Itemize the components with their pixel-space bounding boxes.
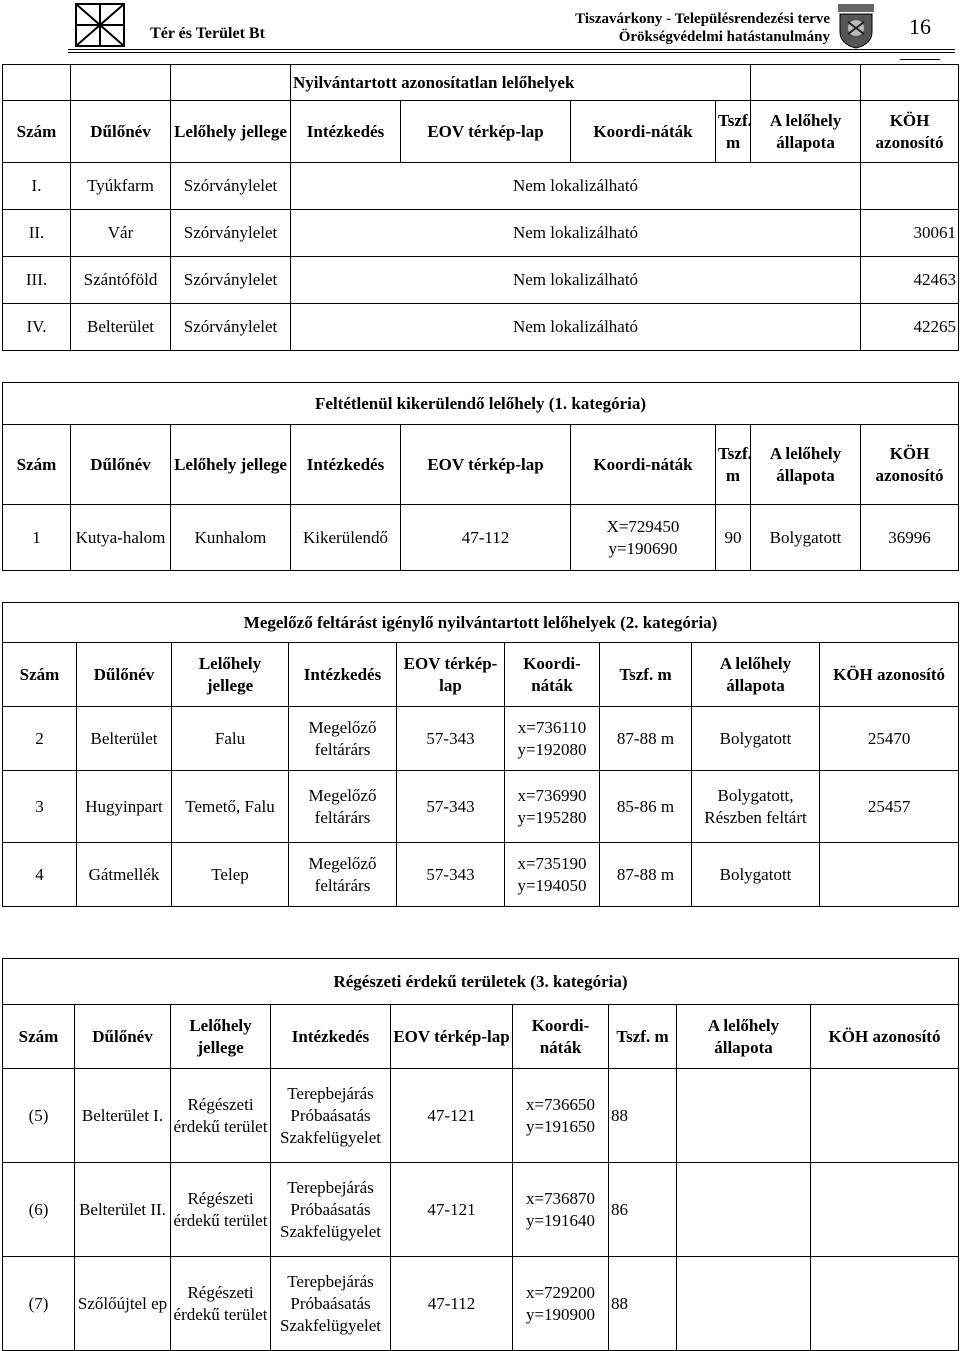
row-number: 2 (3, 707, 77, 771)
table4-header-cell: Intézkedés (271, 1005, 391, 1069)
table-row (3, 1257, 959, 1351)
row-condition: Bolygatott (751, 505, 861, 571)
row-elevation: 85-86 m (600, 771, 692, 843)
table4-header-cell: Dűlőnév (75, 1005, 171, 1069)
row-field-name: Belterület (77, 707, 172, 771)
table2-header-cell: Koordi-náták (571, 425, 716, 505)
row-site-type: Szórványlelet (171, 210, 291, 257)
table-row (3, 843, 959, 907)
row-site-type: Kunhalom (171, 505, 291, 571)
row-koh-id (811, 1163, 959, 1257)
category3-areas-table (2, 958, 959, 1351)
document-title-line1: Tiszavárkony - Településrendezési terve (575, 11, 830, 27)
row-koh-id: 30061 (861, 210, 959, 257)
row-coordinates: x=735190 y=194050 (505, 843, 600, 907)
table3-header-cell: EOV térkép-lap (397, 643, 505, 707)
row-field-name: Belterület II. (75, 1163, 171, 1257)
table3-header-cell: Koordi-náták (505, 643, 600, 707)
coat-of-arms-icon (835, 2, 877, 50)
row-elevation: 88 (609, 1069, 677, 1163)
row-number: III. (3, 257, 71, 304)
table4-header-cell: KÖH azonosító (811, 1005, 959, 1069)
category2-sites-table (2, 602, 959, 907)
row-koh-id (811, 1069, 959, 1163)
row-eov: 47-112 (391, 1257, 513, 1351)
table2-header-cell: Szám (3, 425, 71, 505)
row-condition (677, 1257, 811, 1351)
row-number: 4 (3, 843, 77, 907)
firm-name: Tér és Terület Bt (150, 25, 265, 42)
row-site-type: Régészeti érdekű terület (171, 1163, 271, 1257)
row-number: IV. (3, 304, 71, 351)
row-number: 1 (3, 505, 71, 571)
row-koh-id (820, 843, 959, 907)
row-number: II. (3, 210, 71, 257)
row-field-name: Vár (71, 210, 171, 257)
row-action: Megelőző feltárárs (289, 771, 397, 843)
row-eov: 47-121 (391, 1163, 513, 1257)
table2-header-cell: Tszf. m (716, 425, 751, 505)
page-number (885, 0, 955, 64)
row-koh-id: 25470 (820, 707, 959, 771)
table1-caption: Nyilvántartott azonosítatlan lelőhelyek (291, 65, 751, 101)
row-coordinates: x=736870 y=191640 (513, 1163, 609, 1257)
row-condition (677, 1163, 811, 1257)
row-site-type: Telep (172, 843, 289, 907)
table-row (3, 304, 959, 351)
firm-logo-icon (75, 3, 125, 47)
row-condition: Bolygatott, Részben feltárt (692, 771, 820, 843)
unidentified-sites-table (2, 64, 959, 351)
table-row (3, 257, 959, 304)
table2-header-cell: A lelőhely állapota (751, 425, 861, 505)
table4-header-cell: Lelőhely jellege (171, 1005, 271, 1069)
table-row (3, 1069, 959, 1163)
table3-header-cell: Dűlőnév (77, 643, 172, 707)
document-title (500, 0, 830, 60)
table-row (3, 163, 959, 210)
row-koh-id: 25457 (820, 771, 959, 843)
table4-header-cell: Tszf. m (609, 1005, 677, 1069)
row-condition: Bolygatott (692, 843, 820, 907)
row-coordinates: x=729200 y=190900 (513, 1257, 609, 1351)
row-eov: 57-343 (397, 843, 505, 907)
table3-header-cell: Intézkedés (289, 643, 397, 707)
table-row (3, 1163, 959, 1257)
row-site-type: Szórványlelet (171, 163, 291, 210)
table3-header-cell: Szám (3, 643, 77, 707)
row-field-name: Gátmellék (77, 843, 172, 907)
row-eov: 47-112 (401, 505, 571, 571)
table3-header-cell: A lelőhely állapota (692, 643, 820, 707)
row-action: Megelőző feltárárs (289, 843, 397, 907)
table2-header-cell: Intézkedés (291, 425, 401, 505)
table1-header-cell: Koordi-náták (571, 101, 716, 163)
row-koh-id: 36996 (861, 505, 959, 571)
row-site-type: Temető, Falu (172, 771, 289, 843)
row-note: Nem lokalizálható (291, 163, 861, 210)
row-coordinates: x=736110 y=192080 (505, 707, 600, 771)
row-field-name: Hugyinpart (77, 771, 172, 843)
table3-header-cell: KÖH azonosító (820, 643, 959, 707)
row-field-name: Tyúkfarm (71, 163, 171, 210)
row-note: Nem lokalizálható (291, 257, 861, 304)
row-coordinates: X=729450 y=190690 (571, 505, 716, 571)
row-eov: 57-343 (397, 771, 505, 843)
table-row (3, 771, 959, 843)
row-elevation: 90 (716, 505, 751, 571)
row-coordinates: x=736990 y=195280 (505, 771, 600, 843)
row-elevation: 87-88 m (600, 843, 692, 907)
table3-header-cell: Tszf. m (600, 643, 692, 707)
table1-header-cell: Szám (3, 101, 71, 163)
row-site-type: Falu (172, 707, 289, 771)
row-koh-id: 42265 (861, 304, 959, 351)
row-number: (6) (3, 1163, 75, 1257)
row-elevation: 87-88 m (600, 707, 692, 771)
table3-caption: Megelőző feltárást igénylő nyilvántartott lelőhelyek (2. kategória) (3, 603, 959, 643)
table2-header-cell: Dűlőnév (71, 425, 171, 505)
row-site-type: Régészeti érdekű terület (171, 1257, 271, 1351)
table-row (3, 210, 959, 257)
row-eov: 47-121 (391, 1069, 513, 1163)
row-eov: 57-343 (397, 707, 505, 771)
table1-header-cell: Dűlőnév (71, 101, 171, 163)
row-action: Terepbejárás Próbaásatás Szakfelügyelet (271, 1163, 391, 1257)
row-koh-id: 42463 (861, 257, 959, 304)
row-elevation: 88 (609, 1257, 677, 1351)
table4-header-cell: A lelőhely állapota (677, 1005, 811, 1069)
row-coordinates: x=736650 y=191650 (513, 1069, 609, 1163)
row-field-name: Belterület I. (75, 1069, 171, 1163)
row-field-name: Kutya-halom (71, 505, 171, 571)
table1-header-cell: Lelőhely jellege (171, 101, 291, 163)
table1-header-cell: Intézkedés (291, 101, 401, 163)
row-number: I. (3, 163, 71, 210)
page-header (0, 0, 960, 54)
row-site-type: Szórványlelet (171, 257, 291, 304)
table-row (3, 707, 959, 771)
row-site-type: Régészeti érdekű terület (171, 1069, 271, 1163)
table2-header-cell: KÖH azonosító (861, 425, 959, 505)
row-field-name: Belterület (71, 304, 171, 351)
row-number: (7) (3, 1257, 75, 1351)
table4-caption: Régészeti érdekű területek (3. kategória) (3, 959, 959, 1005)
row-site-type: Szórványlelet (171, 304, 291, 351)
table2-header-cell: EOV térkép-lap (401, 425, 571, 505)
page-number-text: 16 (909, 14, 931, 39)
table-row (3, 505, 959, 571)
row-action: Terepbejárás Próbaásatás Szakfelügyelet (271, 1069, 391, 1163)
table1-header-cell: A lelőhely állapota (751, 101, 861, 163)
row-koh-id (811, 1257, 959, 1351)
category1-sites-table (2, 382, 959, 571)
table4-header-cell: Koordi-náták (513, 1005, 609, 1069)
row-field-name: Szántóföld (71, 257, 171, 304)
table1-header-cell: KÖH azonosító (861, 101, 959, 163)
row-field-name: Szőlőújtel ep (75, 1257, 171, 1351)
row-number: (5) (3, 1069, 75, 1163)
row-number: 3 (3, 771, 77, 843)
row-elevation: 86 (609, 1163, 677, 1257)
document-title-line2: Örökségvédelmi hatástanulmány (618, 29, 830, 45)
row-note: Nem lokalizálható (291, 210, 861, 257)
row-action: Terepbejárás Próbaásatás Szakfelügyelet (271, 1257, 391, 1351)
row-action: Megelőző feltárárs (289, 707, 397, 771)
row-condition (677, 1069, 811, 1163)
table3-header-cell: Lelőhely jellege (172, 643, 289, 707)
table2-caption: Feltétlenül kikerülendő lelőhely (1. kategória) (3, 383, 959, 425)
row-condition: Bolygatott (692, 707, 820, 771)
row-action: Kikerülendő (291, 505, 401, 571)
row-note: Nem lokalizálható (291, 304, 861, 351)
table2-header-cell: Lelőhely jellege (171, 425, 291, 505)
table4-header-cell: EOV térkép-lap (391, 1005, 513, 1069)
page-number-underline (900, 59, 940, 60)
row-koh-id (861, 163, 959, 210)
header-rule (68, 49, 955, 50)
table1-header-cell: EOV térkép-lap (401, 101, 571, 163)
table1-header-cell: Tszf. m (716, 101, 751, 163)
table4-header-cell: Szám (3, 1005, 75, 1069)
header-rule-double (68, 52, 955, 53)
